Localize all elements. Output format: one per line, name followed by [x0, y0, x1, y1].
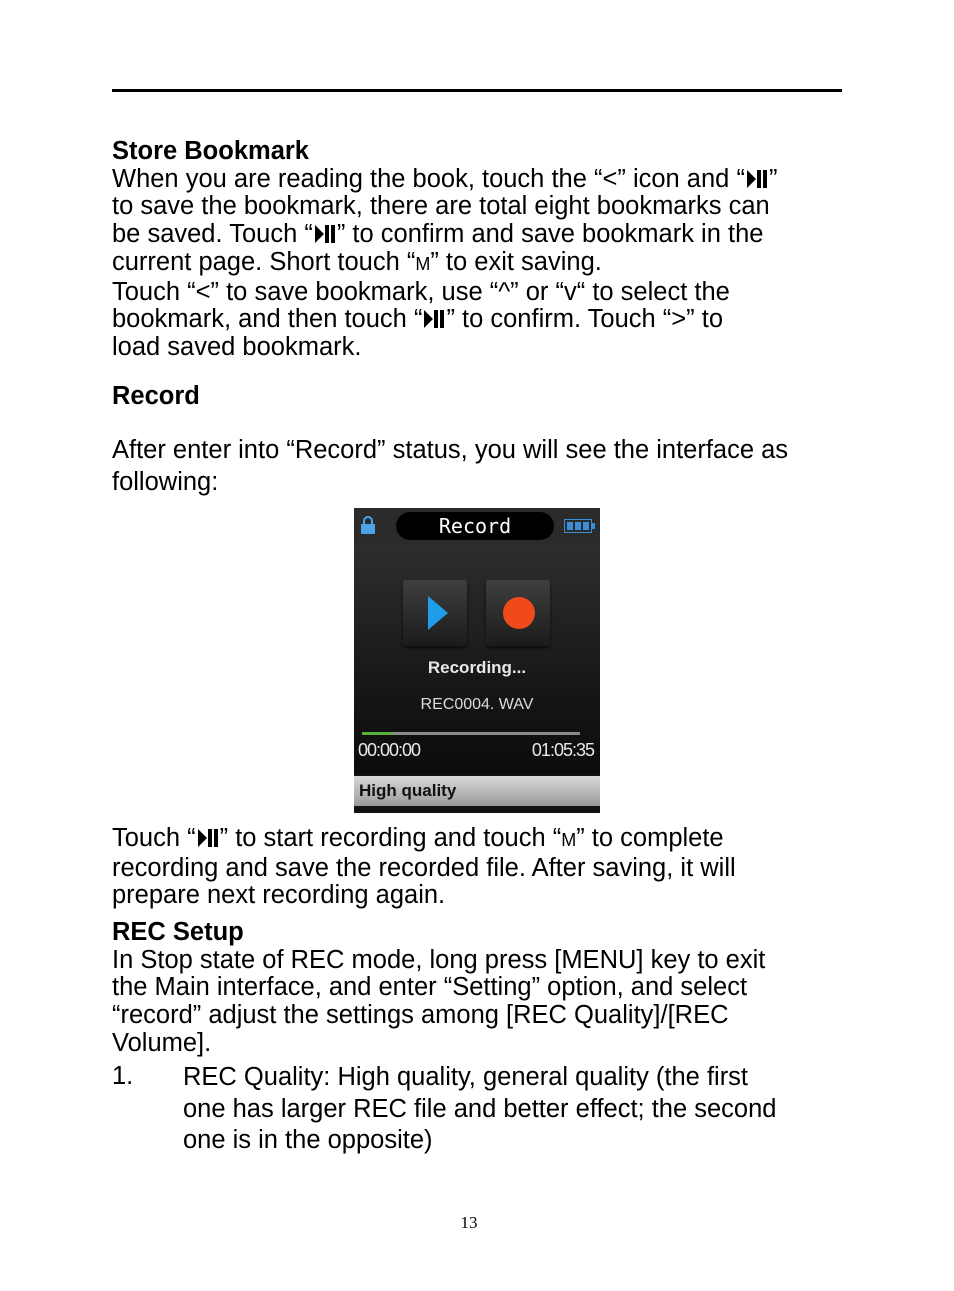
play-icon [403, 580, 467, 646]
play-pause-icon [197, 827, 219, 849]
recording-filename: REC0004. WAV [420, 696, 534, 713]
recording-progress-fill [362, 732, 393, 735]
record-intro [112, 434, 852, 498]
setup-line-3: “record” adjust the settings among [REC Quality]/[REC [112, 1001, 729, 1030]
play-pause-icon [746, 168, 768, 190]
menu-key-glyph: M [561, 830, 577, 850]
screen-title: Record [396, 512, 554, 540]
bookmark-line-6: bookmark, and then touch “ ” to confirm. Touch “>” to [112, 305, 724, 334]
store-bookmark-heading: Store Bookmark [112, 137, 309, 165]
touch-line-1: Touch “ ” to start recording and touch “M” to complete [112, 824, 724, 852]
lock-icon [360, 515, 376, 535]
page-number: 13 [460, 1213, 478, 1232]
rec-setup-section [112, 919, 852, 1058]
setup-line-1: In Stop state of REC mode, long press [MENU] key to exit [112, 945, 766, 974]
remaining-time: 01:05:35 [531, 740, 594, 760]
list-item-number: 1. [112, 1062, 134, 1090]
elapsed-time: 00:00:00 [358, 740, 421, 760]
touch-line-3: prepare next recording again. [112, 881, 446, 910]
header-rule [112, 89, 842, 92]
record-intro-line-2: following: [112, 468, 219, 496]
battery-icon [564, 519, 596, 533]
menu-key-glyph: M [415, 253, 431, 274]
list-item-line-3: one is in the opposite) [183, 1126, 433, 1154]
recording-status: Recording... [427, 658, 527, 677]
list-item-text [183, 1062, 776, 1157]
list-item-line-2: one has larger REC file and better effect; the second [183, 1094, 777, 1123]
bookmark-line-2: to save the bookmark, there are total eight bookmarks can [112, 192, 770, 221]
record-dot-icon [486, 580, 550, 646]
rec-setup-heading: REC Setup [112, 918, 244, 946]
record-button[interactable] [486, 580, 550, 646]
bookmark-line-4: current page. Short touch “M” to exit saving. [112, 247, 602, 276]
list-item-line-1: REC Quality: High quality, general quality (the first [183, 1063, 749, 1091]
play-pause-icon [423, 308, 445, 330]
touch-line-2: recording and save the recorded file. After saving, it will [112, 853, 736, 882]
touch-instructions [112, 825, 852, 910]
setup-line-2: the Main interface, and enter “Setting” option, and select [112, 973, 748, 1002]
play-pause-icon [314, 223, 336, 245]
bookmark-line-1: When you are reading the book, touch the “<” icon and “ ” [112, 164, 778, 193]
setup-line-4: Volume]. [112, 1028, 212, 1057]
bookmark-line-5: Touch “<” to save bookmark, use “^” or “v“ to select the [112, 277, 730, 306]
screen-top-bar [354, 508, 600, 544]
bookmark-line-3: be saved. Touch “ ” to confirm and save bookmark in the [112, 220, 764, 249]
recording-progress-bar [362, 732, 580, 735]
bookmark-line-7: load saved bookmark. [112, 332, 362, 361]
record-screen-image [354, 508, 600, 813]
record-intro-line-1: After enter into “Record” status, you will see the interface as [112, 436, 789, 464]
store-bookmark-section [112, 138, 852, 362]
play-button[interactable] [403, 580, 467, 646]
record-heading: Record [112, 382, 200, 410]
quality-bar: High quality [354, 776, 600, 806]
